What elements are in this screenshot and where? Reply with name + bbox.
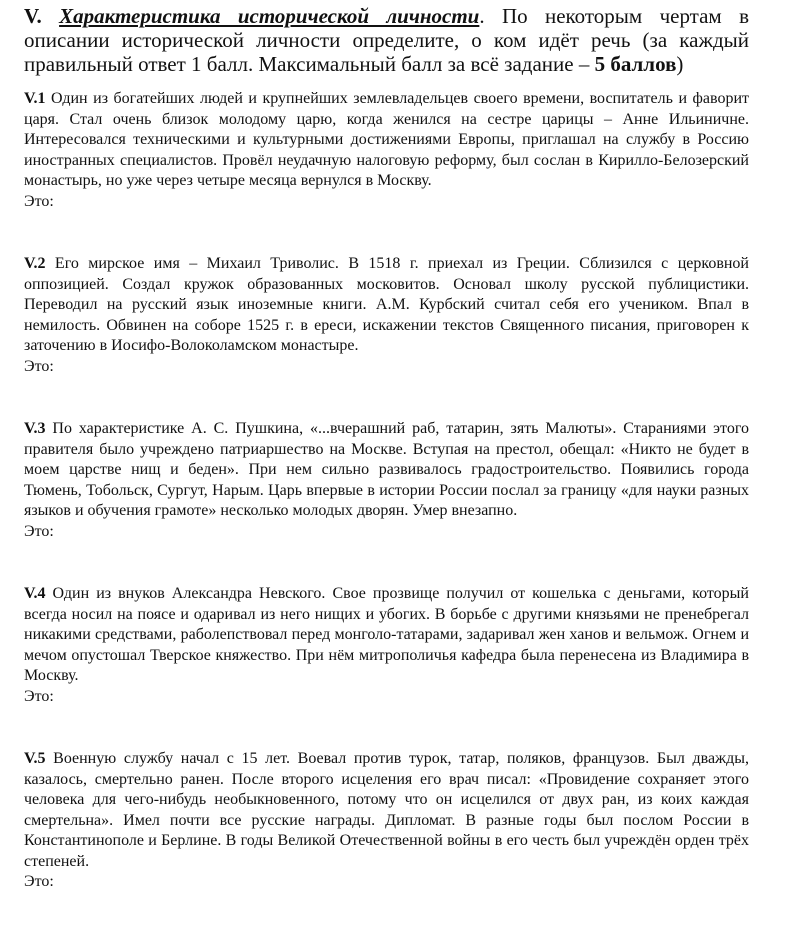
task-id: V.1 [24,90,46,107]
header-close-paren: ) [676,52,684,76]
task-id: V.2 [24,255,46,272]
answer-label: Это: [24,357,54,375]
section-header [24,4,749,76]
task-v2 [24,254,749,377]
task-id: V.4 [24,585,46,602]
task-description: Один из внуков Александра Невского. Свое прозвище получил от кошелька с деньгами, который всегда носил на поясе и одаривал из него нищих и убогих. В борьбе с другими князьями не пренебрегал никакими средствами, раболепствовал перед монголо-татарами, задаривал жен ханов и вельмож. Огнем и мечом опустошал Тверское княжество. При нём митрополичья кафедра была перенесена из Владимира в Москву. [24,585,749,684]
task-text [24,89,749,192]
task-text [24,419,749,522]
spacer [24,212,749,254]
task-id: V.5 [24,750,46,767]
task-text [24,749,749,872]
task-id: V.3 [24,420,46,437]
section-number: V. [24,4,42,28]
spacer [24,707,749,749]
task-description: Один из богатейших людей и крупнейших землевладельцев своего времени, воспитатель и фаворит царя. Стал очень близок молодому царю, когда женился на сестре царицы – Анне Ильиничне. Интересовался техническими и культурными достижениями Европы, приглашал на службу в Россию иностранных специалистов. Провёл неудачную налоговую реформу, был сослан в Кирилло-Белозерский монастырь, но уже через четыре месяца вернулся в Москву. [24,90,749,189]
max-points: 5 баллов [594,52,677,76]
task-description: Военную службу начал с 15 лет. Воевал против турок, татар, поляков, французов. Был дважды, казалось, смертельно ранен. После второго исцеления его врач писал: «Провидение сохраняет этого человека для чего-нибудь необыкновенного, потому что он исцелился от двух ран, из коих каждая смертельна». Имел почти все русские награды. Дипломат. В разные годы был послом России в Константинополе и Берлине. В годы Великой Отечественной войны в его честь был учреждён орден трёх степеней. [24,750,749,870]
task-v3 [24,419,749,542]
task-description: Его мирское имя – Михаил Триволис. В 1518 г. приехал из Греции. Сблизился с церковной оппозицией. Создал кружок образованных московитов. Основал школу русской публицистики. Переводил на русский язык иноземные книги. А.М. Курбский считал себя его учеником. Впал в немилость. Обвинен на соборе 1525 г. в ереси, искажении текстов Священного писания, приговорен к заточению в Иосифо-Волоколамском монастыре. [24,255,749,354]
task-text [24,584,749,687]
task-v5 [24,749,749,893]
task-text [24,254,749,357]
task-description: По характеристике А. С. Пушкина, «...вчерашний раб, татарин, зять Малюты». Стараниями этого правителя было учреждено патриаршество на Москве. Вступая на престол, обещал: «Никто не будет в моем царстве нищ и беден». При нем сильно развивалось градостроительство. Появились города Тюмень, Тобольск, Сургут, Нарым. Царь впервые в истории России послал за границу «для науки разных языков и обучения грамоте» несколько молодых дворян. Умер внезапно. [24,420,749,519]
answer-label: Это: [24,522,54,540]
task-v4 [24,584,749,707]
answer-label: Это: [24,192,54,210]
answer-label: Это: [24,687,54,705]
section-title: Характеристика исторической личности [59,4,480,28]
spacer [24,377,749,419]
answer-label: Это: [24,873,54,890]
section-instructions: . По некоторым чертам в описании исторической личности определите, о ком идёт речь (за каждый правильный ответ 1 балл. Максимальный балл за всё задание – [24,4,750,76]
task-v1 [24,89,749,212]
spacer [24,542,749,584]
